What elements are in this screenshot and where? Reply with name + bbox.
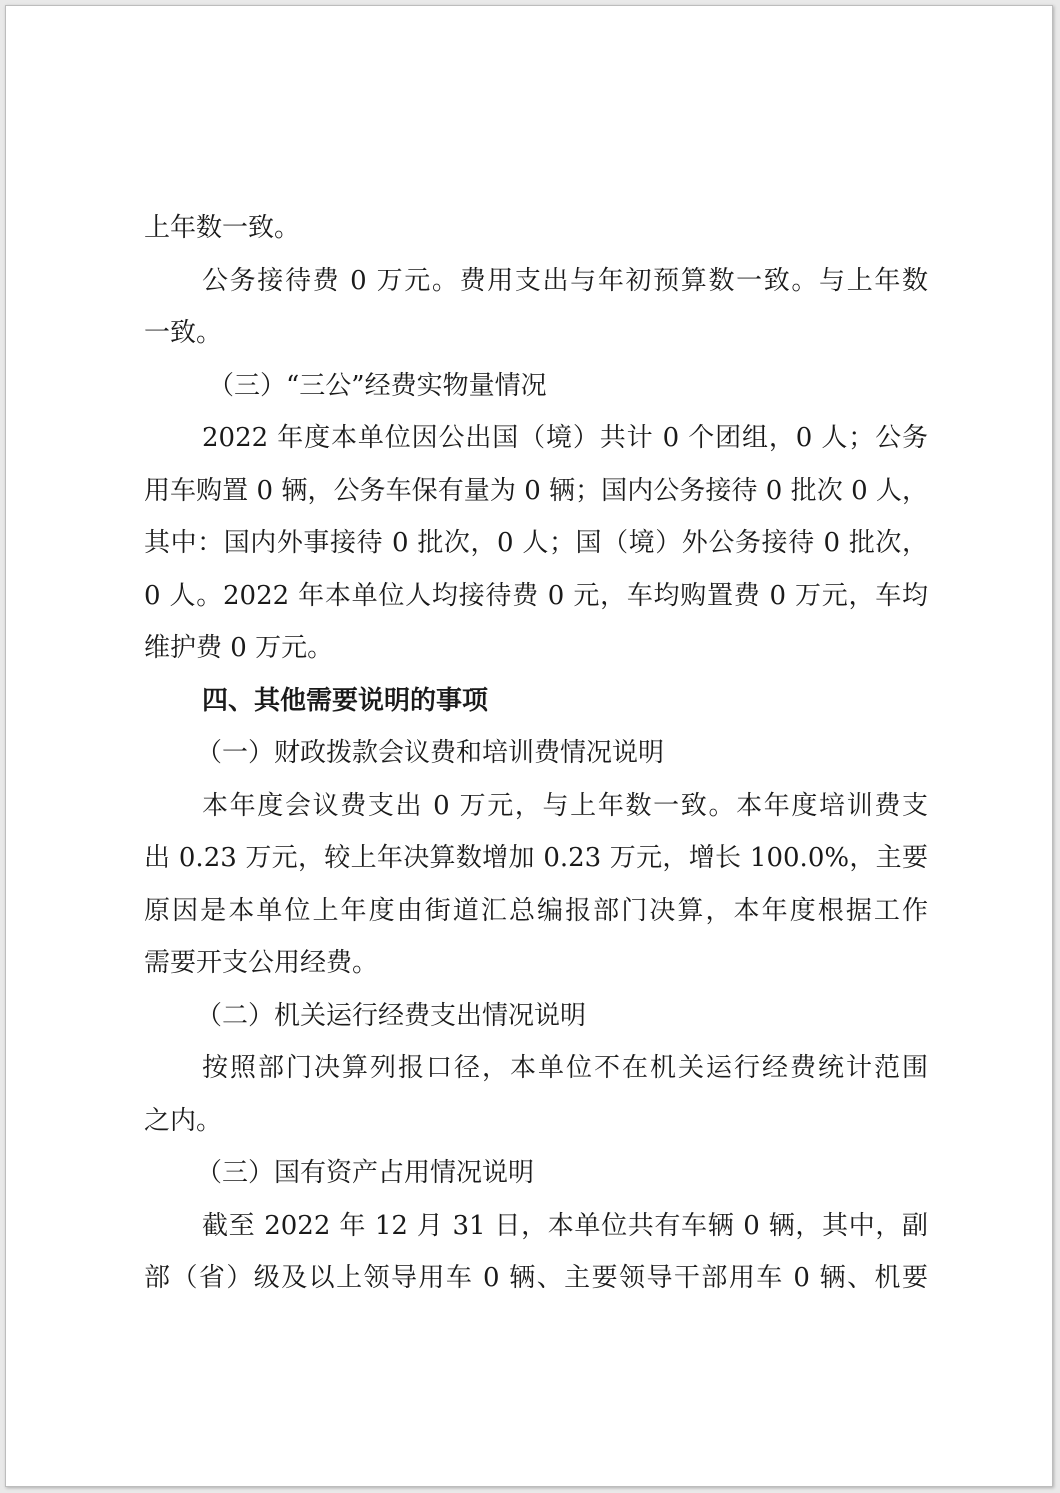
paragraph-line: 一致。 [144, 318, 223, 348]
paragraph-line: 需要开支公用经费。 [144, 948, 379, 978]
document-body [144, 202, 928, 1305]
section-heading: （三）“三公”经费实物量情况 [208, 370, 547, 401]
paragraph-line: 本年度会议费支出 0 万元，与上年数一致。本年度培训费支 [202, 790, 928, 821]
paragraph-line: 其中：国内外事接待 0 批次，0 人；国（境）外公务接待 0 批次， [144, 528, 928, 558]
paragraph-line: 维护费 0 万元。 [144, 633, 334, 663]
section-heading: （二）机关运行经费支出情况说明 [196, 1000, 587, 1031]
paragraph-line: 之内。 [144, 1105, 223, 1136]
paragraph-line: 原因是本单位上年度由街道汇总编报部门决算，本年度根据工作 [144, 895, 928, 926]
paragraph-line: 部（省）级及以上领导用车 0 辆、主要领导干部用车 0 辆、机要 [144, 1263, 928, 1293]
section-heading: （三）国有资产占用情况说明 [196, 1158, 535, 1188]
paragraph-line: 出 0.23 万元，较上年决算数增加 0.23 万元，增长 100.0%，主要 [144, 843, 928, 873]
paragraph-line: 上年数一致。 [144, 213, 301, 243]
paragraph-line: 公务接待费 0 万元。费用支出与年初预算数一致。与上年数 [202, 265, 928, 296]
paragraph-line: 截至 2022 年 12 月 31 日，本单位共有车辆 0 辆，其中，副 [202, 1210, 928, 1241]
document-page [5, 5, 1053, 1487]
paragraph-line: 2022 年度本单位因公出国（境）共计 0 个团组，0 人；公务 [202, 423, 928, 453]
paragraph-line: 用车购置 0 辆，公务车保有量为 0 辆；国内公务接待 0 批次 0 人， [144, 475, 928, 506]
paragraph-line: 按照部门决算列报口径，本单位不在机关运行经费统计范围 [202, 1053, 928, 1083]
section-heading: （一）财政拨款会议费和培训费情况说明 [196, 738, 665, 768]
paragraph-line: 0 人。2022 年本单位人均接待费 0 元，车均购置费 0 万元，车均 [144, 580, 928, 611]
chapter-heading: 四、其他需要说明的事项 [202, 685, 489, 716]
